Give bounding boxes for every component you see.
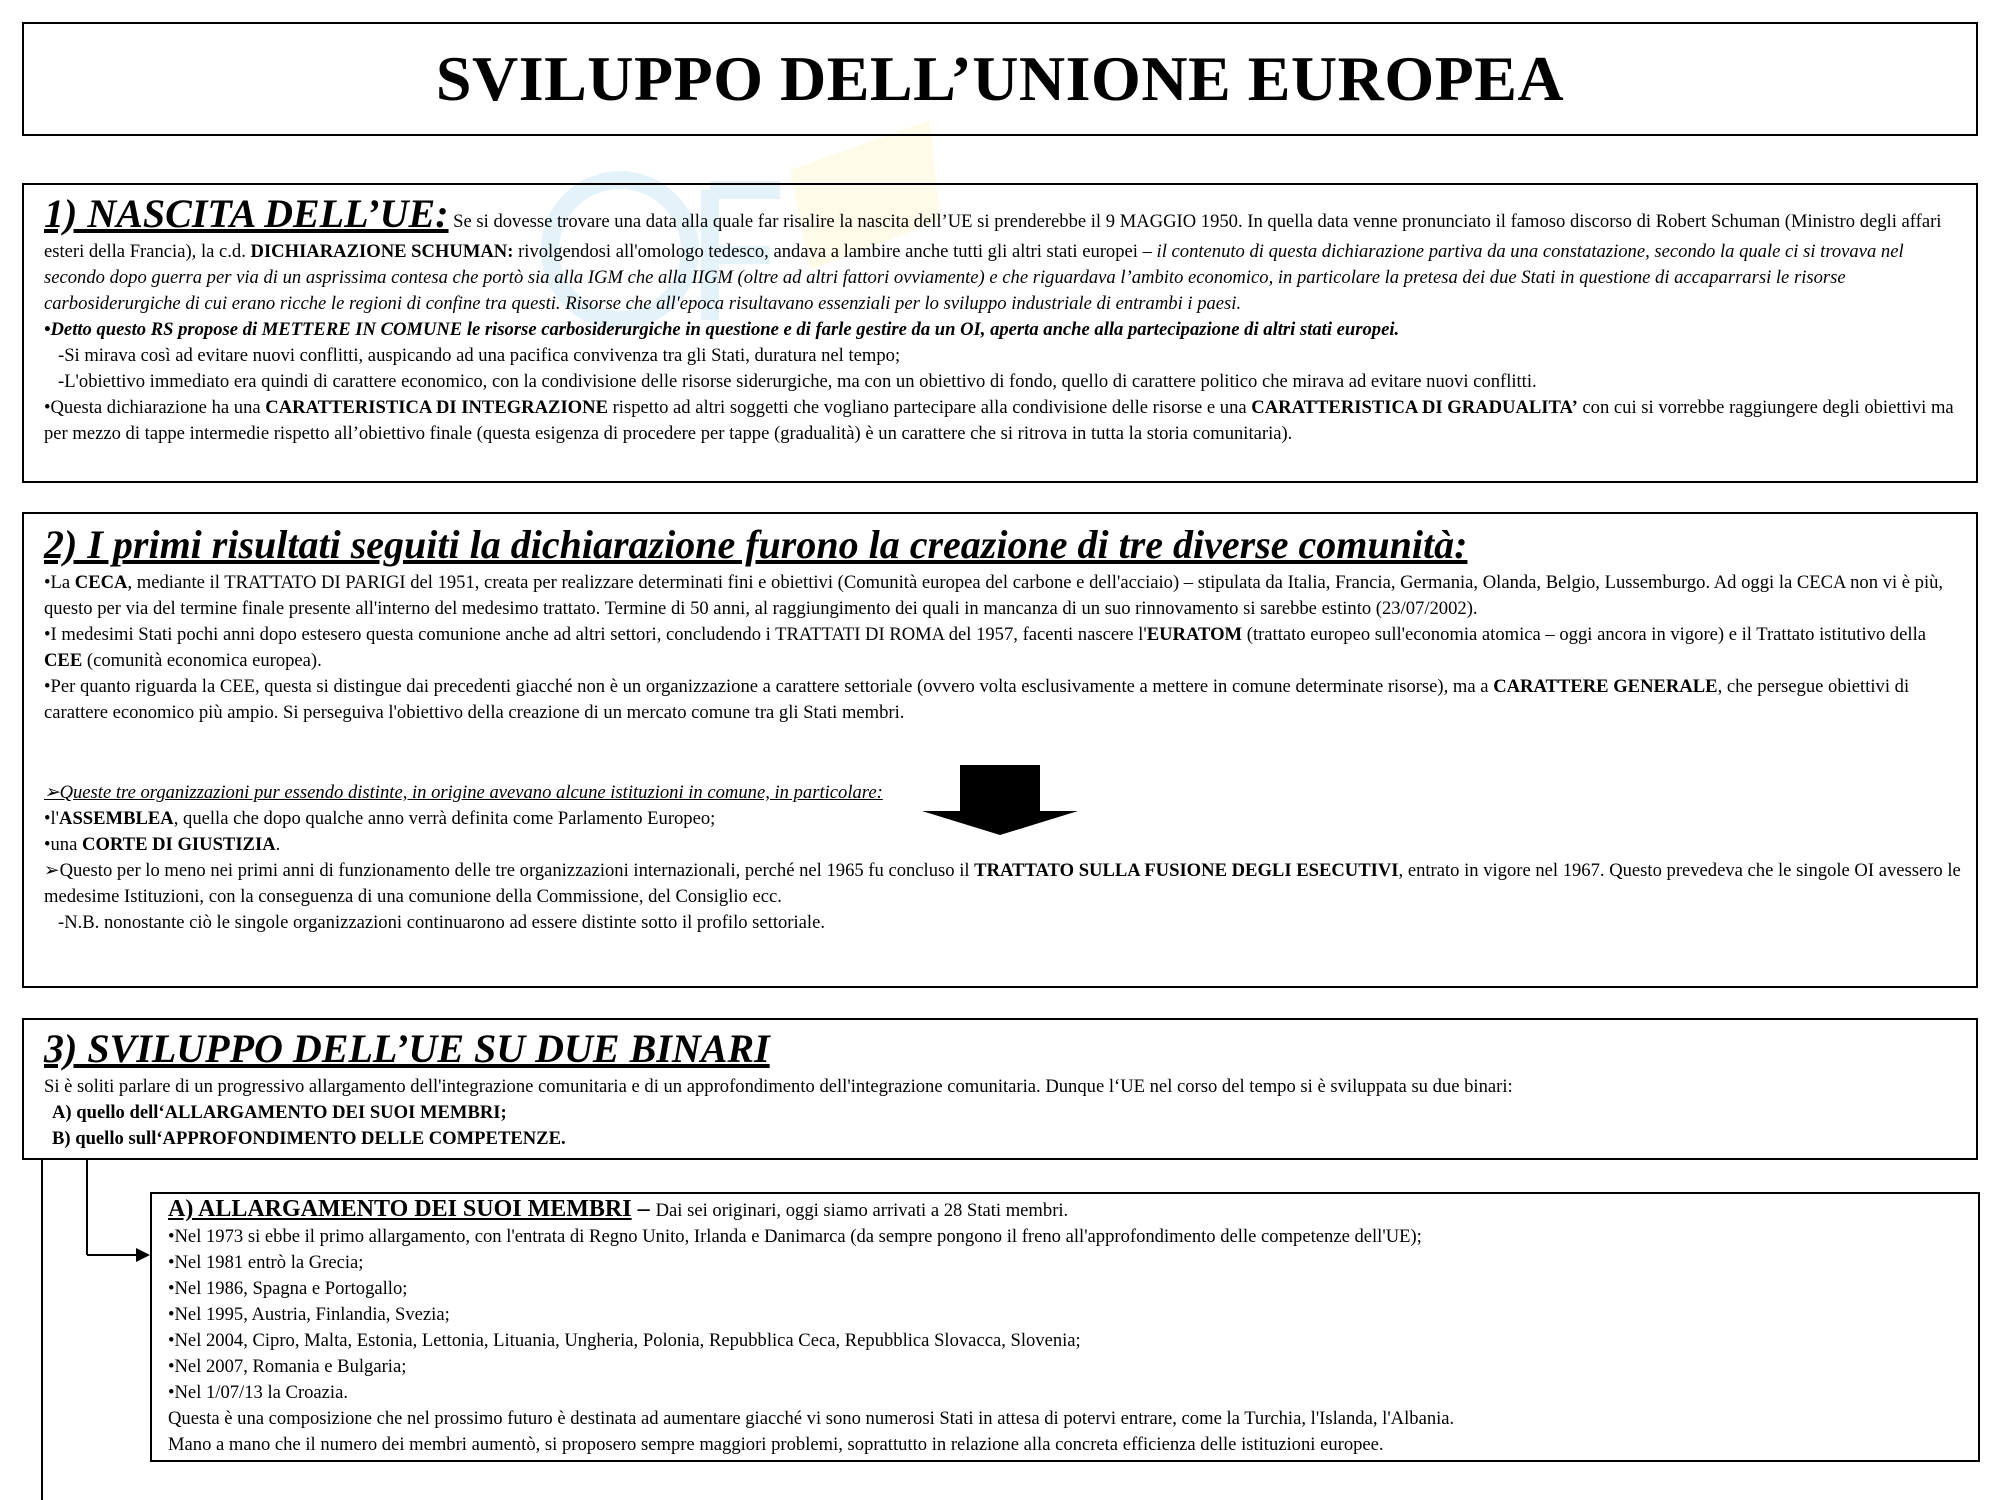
s3-item-a: A) quello dell‘ALLARGAMENTO DEI SUOI MEMBRI; (52, 1102, 507, 1123)
section-3-heading: 3) SVILUPPO DELL’UE SU DUE BINARI (44, 1026, 770, 1071)
s2-p2-c: (trattato europeo sull'economia atomica – oggi ancora in vigore) e il Trattato istitutivo della (1242, 624, 1927, 645)
page-title: SVILUPPO DELL’UNIONE EUROPEA (435, 43, 1565, 114)
s2-p7-b: TRATTATO SULLA FUSIONE DEGLI ESECUTIVI (974, 860, 1399, 881)
s2-para-6 (44, 832, 1964, 858)
s2-p6-b: CORTE DI GIUSTIZIA (82, 834, 276, 855)
section-1-intro (44, 189, 1964, 317)
s2-p2-a: •I medesimi Stati pochi anni dopo estesero questa comunione anche ad altri settori, concludendo i TRATTATI DI ROMA del 1957, facenti nascere l' (44, 624, 1147, 645)
s2-para-7 (44, 858, 1964, 910)
s2-para-4: ➢Queste tre organizzazioni pur essendo distinte, in origine avevano alcune istituzioni in comune, in particolare: (44, 782, 883, 803)
s1-b2-c: rispetto ad altri soggetti che vogliano partecipare alla condivisione delle risorse e una (607, 397, 1252, 418)
section-2-heading: 2) I primi risultati seguiti la dichiarazione furono la creazione di tre diverse comunità: (44, 522, 1468, 567)
s1-b2-b: CARATTERISTICA DI INTEGRAZIONE (265, 397, 608, 418)
s2-p6-c: . (275, 834, 281, 855)
s3a-item-2: •Nel 1981 entrò la Grecia; (168, 1252, 364, 1273)
s1-bullet-1: •Detto questo RS propose di METTERE IN COMUNE le risorse carbosiderurgiche in questione e di farle gestire da un OI, aperta anche alla partecipazione di altri stati europei. (44, 319, 1400, 340)
s2-p2-d: CEE (44, 650, 83, 671)
s3a-lead: Dai sei originari, oggi siamo arrivati a 28 Stati membri. (655, 1200, 1069, 1221)
s2-p5-b: ASSEMBLEA (59, 808, 174, 829)
subsection-allargamento (150, 1192, 1980, 1462)
s1-italic: il contenuto di questa dichiarazione partiva da una constatazione, secondo la quale ci si trovava nel secondo dopo guerra per via di un asprissima contesa che portò sia alla IGM che alla IIGM (oltre ad altri fattori ovviamente) e che riguardava l’ambito economico, in particolare la pretesa dei due Stati in questione di accaparrarsi le risorse carbosiderurgiche di cui erano ricche le regioni di confine tra questi. Risorse che all'epoca risultavano essenziali per lo sviluppo industriale di entrambi i paesi. (44, 241, 1904, 314)
s1-b2-a: •Questa dichiarazione ha una (44, 397, 266, 418)
s1-b2-d: CARATTERISTICA DI GRADUALITA’ (1251, 397, 1578, 418)
s2-para-8: -N.B. nonostante ciò le singole organizzazioni continuarono ad essere distinte sotto il profilo settoriale. (58, 912, 825, 933)
s1-decl: DICHIARAZIONE SCHUMAN: (250, 241, 514, 262)
s3a-tail-2: Mano a mano che il numero dei membri aumentò, si proposero sempre maggiori problemi, soprattutto in relazione alla concreta efficienza delle istituzioni europee. (168, 1434, 1384, 1455)
s1-b2-e: con cui si vorrebbe raggiungere degli obiettivi ma per mezzo di tappe intermedie rispetto all’obiettivo finale (questa esigenza di procedere per tappe (gradualità) è un carattere che si ritrova in tutta la storia comunitaria). (44, 397, 1954, 444)
s2-p1-c: , mediante il TRATTATO DI PARIGI del 1951, creata per realizzare determinati fini e obiettivi (Comunità europea del carbone e dell'acciaio) – stipulata da Italia, Francia, Germania, Olanda, Belgio, Lussemburgo. Ad oggi la CECA non vi è più, questo per via del termine finale presente all'interno del medesimo trattato. Termine di 50 anni, al raggiungimento dei quali in mancanza di un suo rinnovamento si sarebbe estinto (23/07/2002). (44, 572, 1944, 619)
s1-bullet-2 (44, 395, 1964, 447)
s2-p5-c: , quella che dopo qualche anno verrà definita come Parlamento Europeo; (173, 808, 716, 829)
s2-p1-a: •La (44, 572, 75, 593)
s3a-heading-line (168, 1196, 1966, 1224)
s3a-item-4: •Nel 1995, Austria, Finlandia, Svezia; (168, 1304, 450, 1325)
s1-dash-1: -Si mirava così ad evitare nuovi conflitti, auspicando ad una pacifica convivenza tra gli Stati, duratura nel tempo; (58, 345, 901, 366)
s3a-dash: – (631, 1196, 656, 1222)
s3-item-b: B) quello sull‘APPROFONDIMENTO DELLE COMPETENZE. (52, 1128, 566, 1149)
section-1-heading: 1) NASCITA DELL’UE: (44, 191, 449, 236)
section-risultati (22, 512, 1978, 988)
s3-intro: Si è soliti parlare di un progressivo allargamento dell'integrazione comunitaria e di un approfondimento dell'integrazione comunitaria. Dunque l‘UE nel corso del tempo si è sviluppata su due binari: (44, 1076, 1513, 1097)
s1-after-decl: rivolgendosi all'omologo tedesco, andava a lambire anche tutti gli altri stati europei – (513, 241, 1157, 262)
s1-dash-2: -L'obiettivo immediato era quindi di carattere economico, con la condivisione delle risorse siderurgiche, ma con un obiettivo di fondo, quello di carattere politico che mirava ad evitare nuovi conflitti. (58, 371, 1537, 392)
s2-p1-b: CECA (74, 572, 128, 593)
s3a-item-7: •Nel 1/07/13 la Croazia. (168, 1382, 348, 1403)
s2-p6-a: •una (44, 834, 83, 855)
section-due-binari (22, 1018, 1978, 1160)
s1-lead: Se si dovesse trovare una data alla quale far risalire la nascita dell’UE si prenderebbe il 9 MAGGIO 1950. In quella data venne pronunciato il famoso discorso di Robert Schuman (Ministro degli affari esteri della Francia), la c.d. (44, 211, 1942, 262)
s3a-heading: A) ALLARGAMENTO DEI SUOI MEMBRI (168, 1196, 632, 1222)
down-arrow-icon (920, 765, 1080, 835)
s2-p3-c: , che persegue obiettivi di carattere economico più ampio. Si perseguiva l'obiettivo della creazione di un mercato comune tra gli Stati membri. (44, 676, 1910, 723)
s3a-tail-1: Questa è una composizione che nel prossimo futuro è destinata ad aumentare giacché vi sono numerosi Stati in attesa di potervi entrare, come la Turchia, l'Islanda, l'Albania. (168, 1408, 1455, 1429)
s2-p2-e: (comunità economica europea). (82, 650, 322, 671)
s3a-item-5: •Nel 2004, Cipro, Malta, Estonia, Lettonia, Lituania, Ungheria, Polonia, Repubblica Ceca, Repubblica Slovacca, Slovenia; (168, 1330, 1081, 1351)
s2-para-3 (44, 674, 1964, 726)
s2-p5-a: •l' (44, 808, 60, 829)
s3a-item-1: •Nel 1973 si ebbe il primo allargamento, con l'entrata di Regno Unito, Irlanda e Danimarca (da sempre pongono il freno all'approfondimento delle competenze dell'UE); (168, 1226, 1422, 1247)
section-nascita (22, 183, 1978, 483)
s2-p2-b: EURATOM (1146, 624, 1243, 645)
title-box (22, 22, 1978, 136)
s2-p7-c: , entrato in vigore nel 1967. Questo prevedeva che le singole OI avessero le medesime Istituzioni, con la conseguenza di una comunione della Commissione, del Consiglio ecc. (44, 860, 1961, 907)
s3a-item-6: •Nel 2007, Romania e Bulgaria; (168, 1356, 407, 1377)
s2-p3-b: CARATTERE GENERALE (1493, 676, 1718, 697)
s2-para-2 (44, 622, 1964, 674)
s2-para-1 (44, 570, 1964, 622)
s2-p7-a: ➢Questo per lo meno nei primi anni di funzionamento delle tre organizzazioni internazionali, perché nel 1965 fu concluso il (44, 860, 975, 881)
s3a-item-3: •Nel 1986, Spagna e Portogallo; (168, 1278, 408, 1299)
s2-p3-a: •Per quanto riguarda la CEE, questa si distingue dai precedenti giacché non è un organizzazione a carattere settoriale (ovvero volta esclusivamente a mettere in comune determinate risorse), ma a (44, 676, 1494, 697)
